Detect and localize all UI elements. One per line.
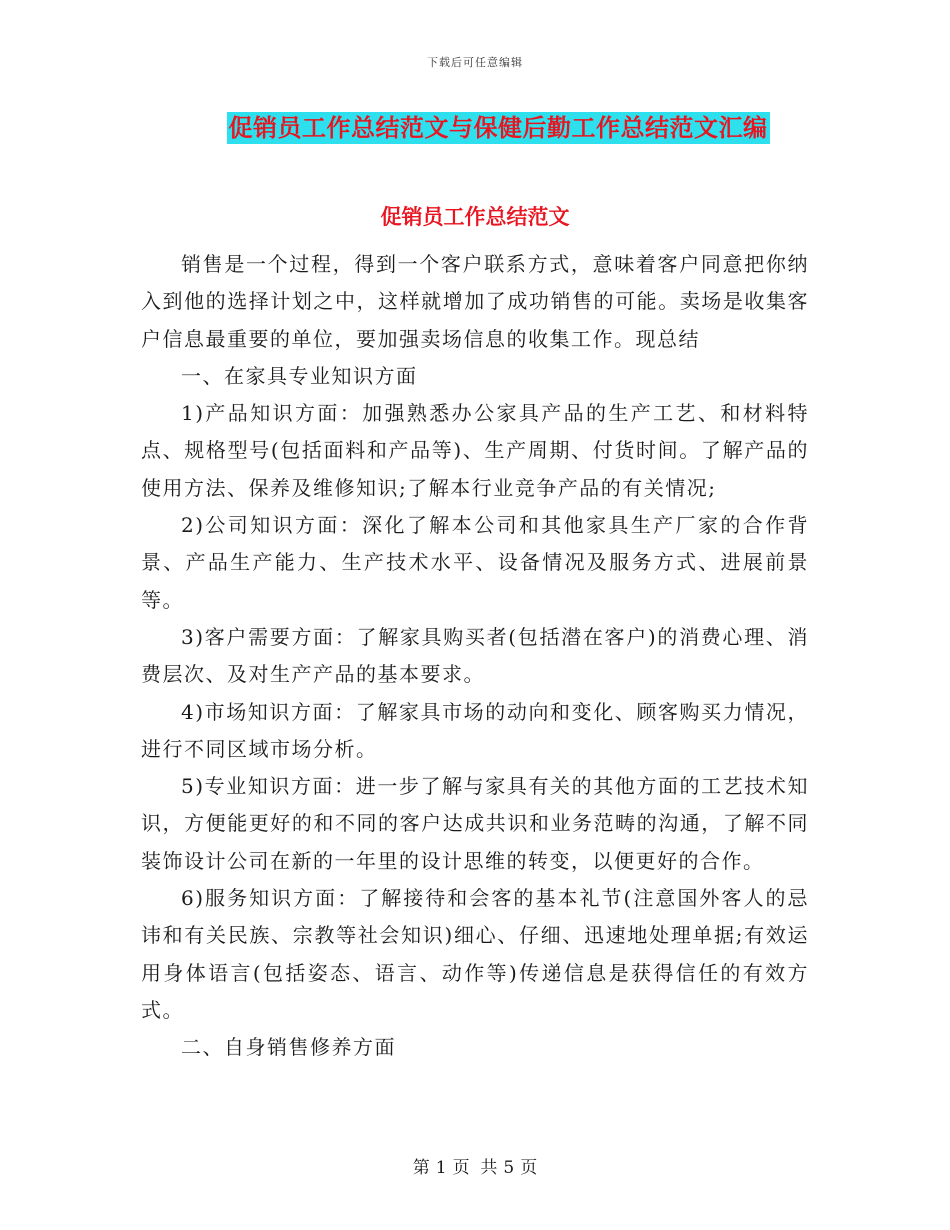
paragraph: 一、在家具专业知识方面 — [181, 363, 418, 388]
document-body — [141, 246, 809, 1067]
paragraph: 二、自身销售修养方面 — [181, 1035, 396, 1060]
main-title-container — [0, 112, 950, 144]
paragraph: 1)产品知识方面：加强熟悉办公家具产品的生产工艺、和材料特点、规格型号(包括面料和产品等)、生产周期、付货时间。了解产品的使用方法、保养及维修知识;了解本行业竞争产品的有关情况; — [141, 401, 809, 500]
paragraph: 3)客户需要方面：了解家具购买者(包括潜在客户)的消费心理、消费层次、及对生产产品的基本要求。 — [141, 624, 809, 687]
page-footer — [0, 1153, 950, 1178]
current-page-number: 1 — [435, 1158, 447, 1178]
document-title: 促销员工作总结范文与保健后勤工作总结范文汇编 — [228, 114, 768, 142]
section-title: 促销员工作总结范文 — [380, 205, 570, 229]
paragraph: 6)服务知识方面：了解接待和会客的基本礼节(注意国外客人的忌讳和有关民族、宗教等社会知识)细心、仔细、迅速地处理单据;有效运用身体语言(包括姿态、语言、动作等)传递信息是获得信任的有效方式。 — [141, 886, 809, 1022]
paragraph: 销售是一个过程，得到一个客户联系方式，意味着客户同意把你纳入到他的选择计划之中，这样就增加了成功销售的可能。卖场是收集客户信息最重要的单位，要加强卖场信息的收集工作。现总结 — [141, 252, 809, 351]
page-label-mid: 页 共 — [452, 1158, 498, 1178]
page-label-prefix: 第 — [412, 1158, 430, 1178]
total-pages-number: 5 — [503, 1158, 515, 1178]
header-note: 下载后可任意编辑 — [427, 56, 523, 69]
paragraph: 4)市场知识方面：了解家具市场的动向和变化、顾客购买力情况，进行不同区域市场分析。 — [141, 699, 809, 761]
page-label-suffix: 页 — [520, 1158, 538, 1178]
paragraph: 2)公司知识方面：深化了解本公司和其他家具生产厂家的合作背景、产品生产能力、生产技术水平、设备情况及服务方式、进展前景等。 — [141, 513, 809, 612]
paragraph: 5)专业知识方面：进一步了解与家具有关的其他方面的工艺技术知识，方便能更好的和不同的客户达成共识和业务范畴的沟通，了解不同装饰设计公司在新的一年里的设计思维的转变，以便更好的合作。 — [141, 774, 809, 873]
